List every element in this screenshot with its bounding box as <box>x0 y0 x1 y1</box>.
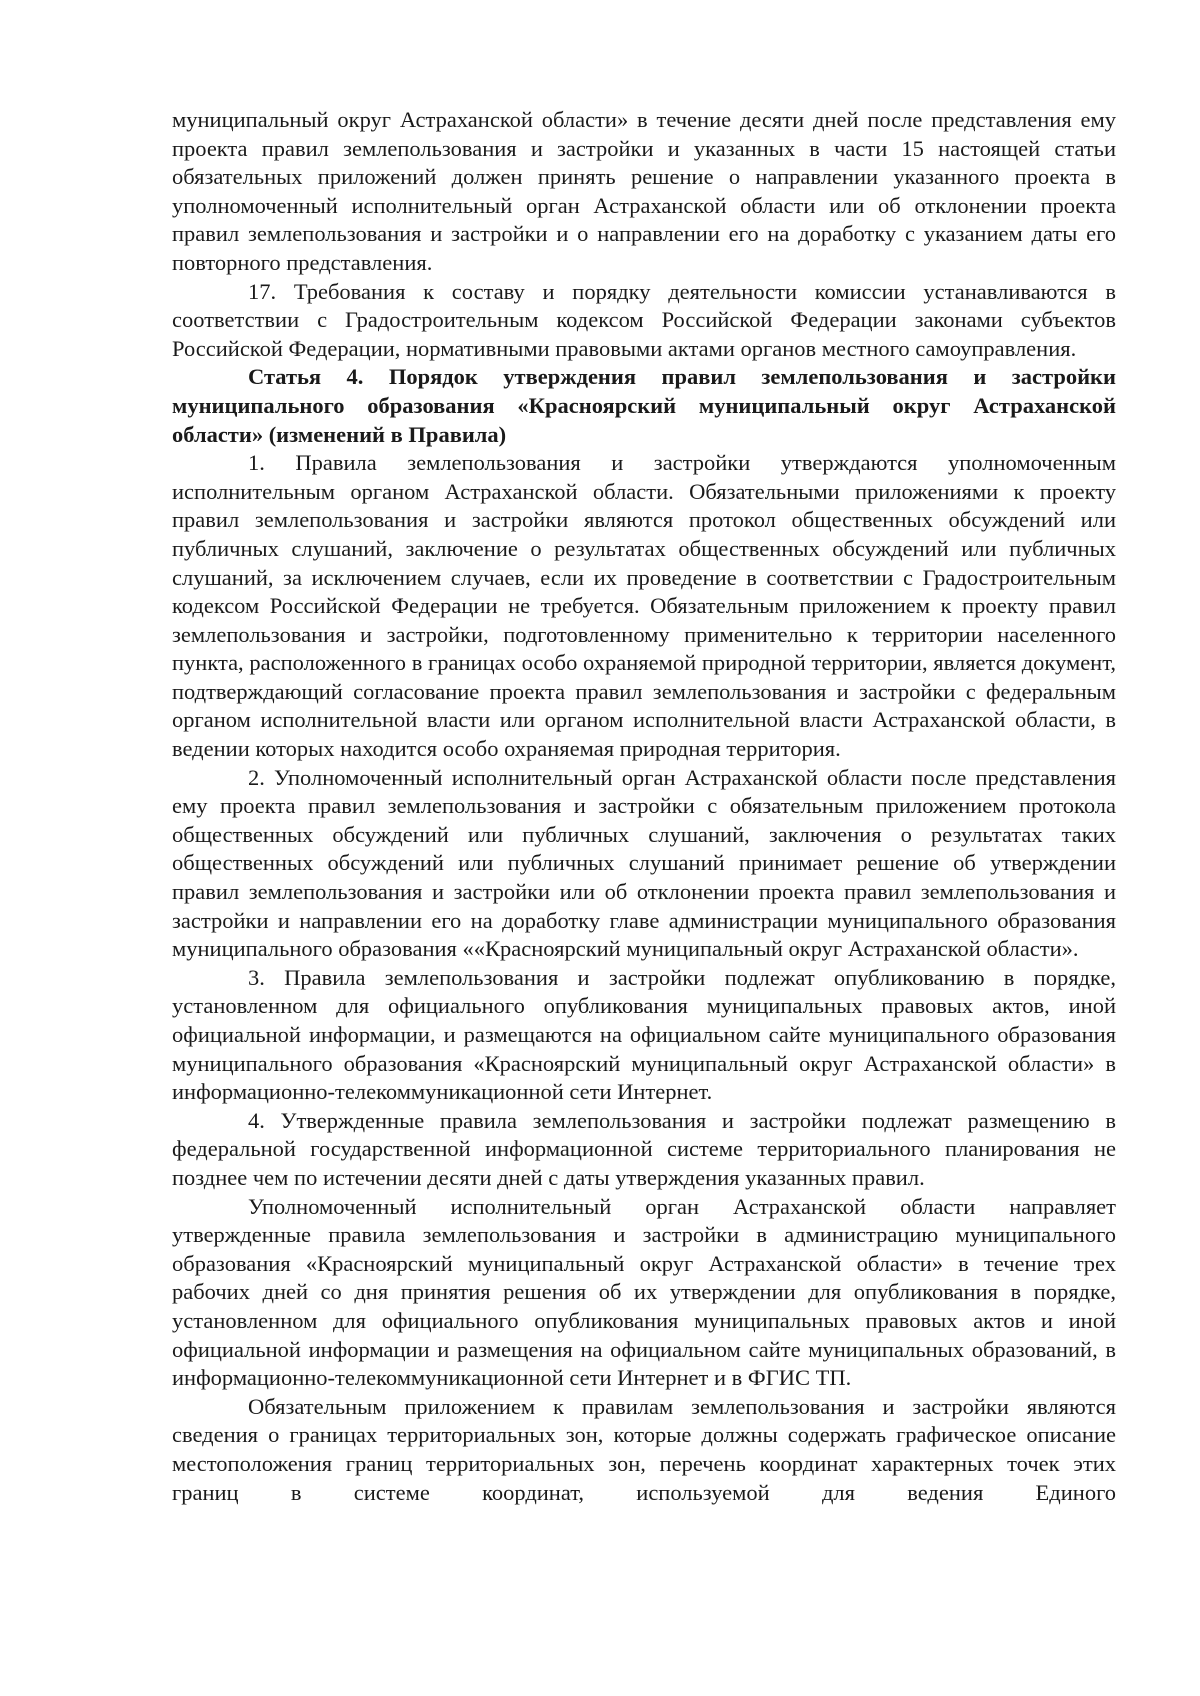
paragraph-article4-2: 2. Уполномоченный исполнительный орган Астраханской области после представления ему проекта правил землепользования и застройки с обязательным приложением протокола общественных обсуждений или публичных слушаний, заключения о результатах таких общественных обсуждений или публичных слушаний принимает решение об утверждении правил землепользования и застройки или об отклонении проекта правил землепользования и застройки и направлении его на доработку главе администрации муниципального образования муниципального образования ««Красноярский муниципальный округ Астраханской области». <box>172 764 1116 962</box>
paragraph-continuation: муниципальный округ Астраханской области» в течение десяти дней после представления ему проекта правил землепользования и застройки и указанных в части 15 настоящей статьи обязательных приложений должен принять решение о направлении указанного проекта в уполномоченный исполнительный орган Астраханской области или об отклонении проекта правил землепользования и застройки и о направлении его на доработку с указанием даты его повторного представления. <box>172 107 1116 275</box>
paragraph-article4-1: 1. Правила землепользования и застройки утверждаются уполномоченным исполнительным органом Астраханской области. Обязательными приложениями к проекту правил землепользования и застройки являются протокол общественных обсуждений или публичных слушаний, заключение о результатах общественных обсуждений или публичных слушаний, за исключением случаев, если их проведение в соответствии с Градостроительным кодексом Российской Федерации не требуется. Обязательным приложением к проекту правил землепользования и застройки, подготовленному применительно к территории населенного пункта, расположенного в границах особо охраняемой природной территории, является документ, подтверждающий согласование проекта правил землепользования и застройки с федеральным органом исполнительной власти или органом исполнительной власти Астраханской области, в ведении которых находится особо охраняемая природная территория. <box>172 450 1116 762</box>
paragraph-article4-3: 3. Правила землепользования и застройки подлежат опубликованию в порядке, установленном для официального опубликования муниципальных правовых актов, иной официальной информации, и размещаются на официальном сайте муниципального образования муниципального образования «Красноярский муниципальный округ Астраханской области» в информационно-телекоммуникационной сети Интернет. <box>172 964 1116 1105</box>
paragraph-publication: Уполномоченный исполнительный орган Астраханской области направляет утвержденные правила землепользования и застройки в администрацию муниципального образования «Красноярский муниципальный округ Астраханской области» в течение трех рабочих дней со дня принятия решения об их утверждении для опубликования в порядке, установленном для официального опубликования муниципальных правовых актов и иной официальной информации и размещения на официальном сайте муниципальных образований, в информационно-телекоммуникационной сети Интернет и в ФГИС ТП. <box>172 1193 1116 1391</box>
page-body <box>172 106 1116 1507</box>
paragraph-mandatory-annex: Обязательным приложением к правилам землепользования и застройки являются сведения о границах территориальных зон, которые должны содержать графическое описание местоположения границ территориальных зон, перечень координат характерных точек этих границ в системе координат, используемой для ведения Единого <box>172 1393 1116 1505</box>
paragraph-article4-4: 4. Утвержденные правила землепользования и застройки подлежат размещению в федеральной государственной информационной системе территориального планирования не позднее чем по истечении десяти дней с даты утверждения указанных правил. <box>172 1107 1116 1190</box>
paragraph-17: 17. Требования к составу и порядку деятельности комиссии устанавливаются в соответствии с Градостроительным кодексом Российской Федерации законами субъектов Российской Федерации, нормативными правовыми актами органов местного самоуправления. <box>172 278 1116 361</box>
article-4-heading: Статья 4. Порядок утверждения правил землепользования и застройки муниципального образования «Красноярский муниципальный округ Астраханской области» (изменений в Правила) <box>172 364 1116 447</box>
